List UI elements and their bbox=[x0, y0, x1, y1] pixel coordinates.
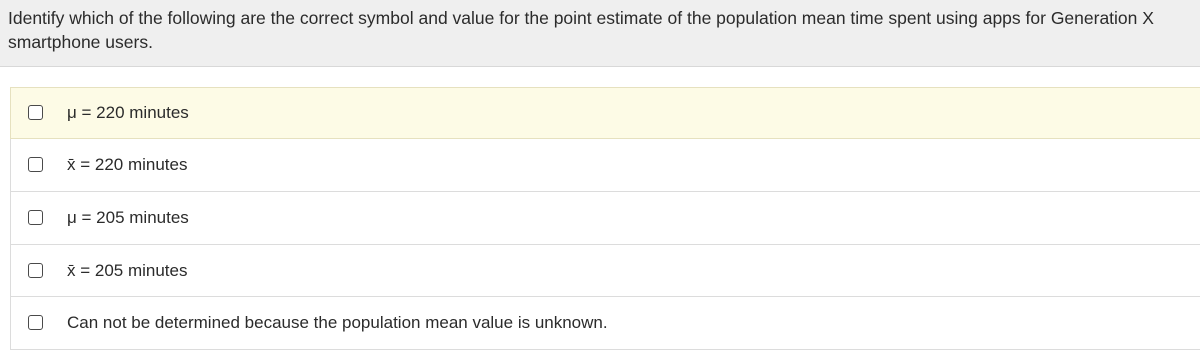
checkbox-icon[interactable] bbox=[28, 315, 43, 330]
question-prompt bbox=[0, 0, 1200, 67]
answer-option-1[interactable] bbox=[10, 87, 1200, 139]
answer-option-label: x̄ = 220 minutes bbox=[67, 155, 188, 174]
answer-option-label: μ = 205 minutes bbox=[67, 208, 189, 227]
answer-option-2[interactable] bbox=[10, 139, 1200, 192]
checkbox-icon[interactable] bbox=[28, 157, 43, 172]
answer-option-label: x̄ = 205 minutes bbox=[67, 260, 188, 280]
checkbox-icon[interactable] bbox=[28, 105, 43, 120]
answer-option-5[interactable] bbox=[10, 297, 1200, 350]
answer-option-label: Can not be determined because the population mean value is unknown. bbox=[67, 313, 608, 332]
checkbox-icon[interactable] bbox=[28, 263, 43, 278]
answer-option-label: μ = 220 minutes bbox=[67, 103, 189, 122]
answer-option-4[interactable] bbox=[10, 245, 1200, 297]
checkbox-icon[interactable] bbox=[28, 210, 43, 225]
question-text: Identify which of the following are the correct symbol and value for the point estimate of the population mean time spent using apps for Generation X smartphone users. bbox=[8, 8, 1154, 52]
answer-options bbox=[10, 87, 1200, 350]
answer-option-3[interactable] bbox=[10, 192, 1200, 245]
